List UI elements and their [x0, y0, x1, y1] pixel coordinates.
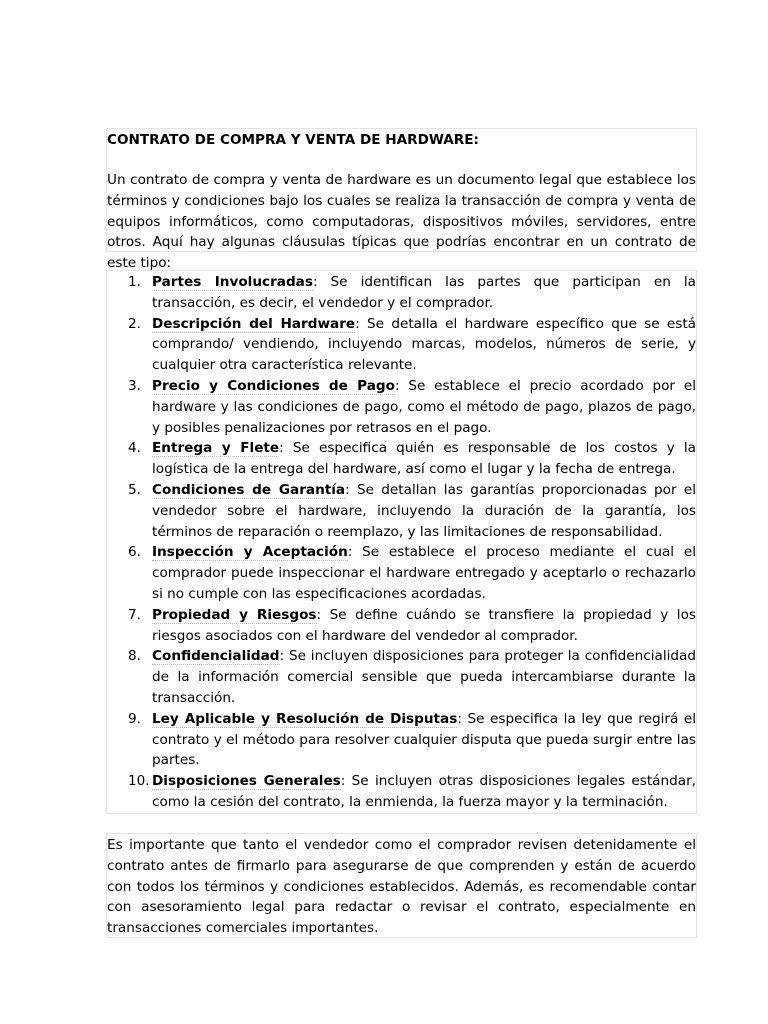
clause-term: Confidencialidad	[152, 648, 280, 665]
clause-term: Inspección y Aceptación	[152, 544, 348, 561]
clause-text: : Se define cuándo se transfiere la propiedad y los riesgos asociados con el hardware del vendedor al comprador.	[152, 606, 696, 644]
clause-item	[107, 709, 696, 771]
clause-text: : Se especifica la ley que regirá el contrato y el método para resolver cualquier disputa que pueda surgir entre las partes.	[152, 710, 696, 769]
clause-term: Descripción del Hardware	[152, 315, 356, 332]
clause-text: : Se especifica quién es responsable de los costos y la logística de la entrega del hardware, así como el lugar y la fecha de entrega.	[152, 440, 697, 478]
clause-text: : Se detalla el hardware específico que se está comprando/ vendiendo, incluyendo marcas, modelos, números de serie, y cualquier otra característica relevante.	[152, 315, 696, 374]
clause-term: Partes Involucradas	[152, 274, 313, 290]
clause-item	[107, 542, 696, 604]
clause-item	[107, 376, 696, 438]
clause-text: : Se incluyen disposiciones para proteger la confidencialidad de la información comercial sensible que pueda intercambiarse durante la transacción.	[152, 648, 696, 706]
clause-list	[107, 272, 696, 813]
clause-number: 9.	[128, 710, 141, 727]
clause-number: 4.	[128, 440, 141, 457]
clause-term: Propiedad y Riesgos	[152, 606, 317, 623]
document-title: CONTRATO DE COMPRA Y VENTA DE HARDWARE:	[107, 132, 479, 148]
clause-number: 6.	[128, 544, 141, 561]
clause-term: Condiciones de Garantía	[152, 481, 346, 498]
clause-number: 7.	[128, 606, 141, 623]
clause-text: : Se establece el proceso mediante el cual el comprador puede inspeccionar el hardware entregado y aceptarlo o rechazarlo si no cumple con las especificaciones acordadas.	[152, 544, 696, 602]
intro-paragraph: Un contrato de compra y venta de hardware es un documento legal que establece los términos y condiciones bajo los cuales se realiza la transacción de compra y venta de equipos informáticos, como computadoras, dispositivos móviles, servidores, entre otros. Aquí hay algunas cláusulas típicas que podrías encontrar en un contrato de este tipo:	[107, 172, 696, 272]
clause-item	[107, 646, 696, 708]
clause-item	[107, 480, 696, 542]
clause-item	[107, 771, 696, 813]
clause-text: : Se detallan las garantías proporcionadas por el vendedor sobre el hardware, incluyendo la duración de la garantía, los términos de reparación o reemplazo, y las limitaciones de responsabilidad.	[152, 481, 697, 540]
clause-text: : Se identifican las partes que participan en la transacción, es decir, el vendedor y el comprador.	[152, 274, 696, 311]
clause-number: 3.	[128, 377, 141, 394]
clause-term: Entrega y Flete	[152, 440, 280, 457]
closing-paragraph: Es importante que tanto el vendedor como el comprador revisen detenidamente el contrato antes de firmarlo para asegurarse de que comprenden y están de acuerdo con todos los términos y condiciones establecidos. Además, es recomendable contar con asesoramiento legal para redactar o revisar el contrato, especialmente en transacciones comerciales importantes.	[107, 837, 696, 937]
clause-number: 10.	[128, 773, 150, 790]
clause-item	[107, 605, 696, 647]
clause-term: Disposiciones Generales	[152, 773, 341, 790]
clause-term: Precio y Condiciones de Pago	[152, 377, 395, 394]
clause-number: 5.	[128, 481, 141, 498]
clause-text: : Se establece el precio acordado por el hardware y las condiciones de pago, como el método de pago, plazos de pago, y posibles penalizaciones por retrasos en el pago.	[152, 377, 696, 436]
clause-item	[107, 438, 696, 480]
clause-number: 1.	[128, 274, 141, 290]
clause-item	[107, 272, 696, 314]
clause-text: : Se incluyen otras disposiciones legales estándar, como la cesión del contrato, la enmienda, la fuerza mayor y la terminación.	[152, 773, 697, 810]
clause-item	[107, 314, 696, 376]
clause-term: Ley Aplicable y Resolución de Disputas	[152, 710, 458, 727]
clause-number: 2.	[128, 315, 141, 332]
clause-number: 8.	[128, 648, 141, 665]
